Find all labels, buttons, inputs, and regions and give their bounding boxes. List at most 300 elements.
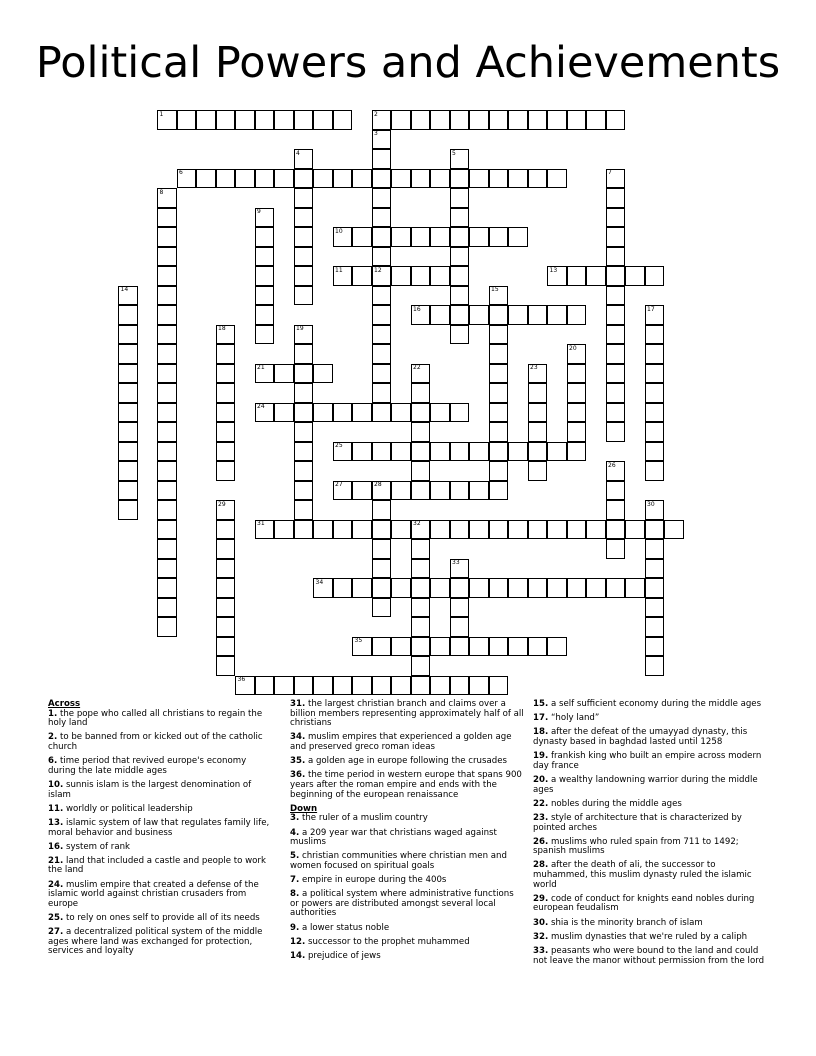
grid-cell[interactable] (586, 110, 606, 130)
grid-cell[interactable] (352, 578, 372, 598)
grid-cell[interactable] (372, 520, 392, 540)
grid-cell[interactable] (645, 325, 665, 345)
grid-cell[interactable] (606, 422, 626, 442)
grid-cell[interactable] (294, 266, 314, 286)
grid-cell[interactable] (372, 364, 392, 384)
grid-cell[interactable] (547, 442, 567, 462)
grid-cell[interactable] (157, 578, 177, 598)
grid-cell[interactable] (450, 247, 470, 267)
grid-cell[interactable] (469, 110, 489, 130)
grid-cell[interactable] (606, 481, 626, 501)
grid-cell[interactable] (450, 286, 470, 306)
grid-cell[interactable] (157, 305, 177, 325)
grid-cell[interactable] (216, 169, 236, 189)
grid-cell[interactable] (469, 520, 489, 540)
grid-cell[interactable] (450, 188, 470, 208)
grid-cell[interactable] (586, 266, 606, 286)
grid-cell[interactable] (294, 500, 314, 520)
grid-cell[interactable] (216, 461, 236, 481)
grid-cell[interactable] (372, 403, 392, 423)
grid-cell[interactable] (528, 403, 548, 423)
grid-cell[interactable] (430, 227, 450, 247)
grid-cell[interactable] (157, 422, 177, 442)
grid-cell[interactable] (411, 481, 431, 501)
grid-cell[interactable] (333, 676, 353, 696)
grid-cell[interactable] (333, 578, 353, 598)
grid-cell[interactable] (313, 520, 333, 540)
grid-cell[interactable] (157, 344, 177, 364)
grid-cell[interactable] (411, 598, 431, 618)
grid-cell[interactable] (352, 266, 372, 286)
grid-cell[interactable] (411, 442, 431, 462)
grid-cell[interactable] (645, 520, 665, 540)
grid-cell[interactable] (372, 305, 392, 325)
grid-cell[interactable] (216, 637, 236, 657)
grid-cell[interactable] (216, 364, 236, 384)
grid-cell[interactable] (508, 637, 528, 657)
grid-cell[interactable] (567, 266, 587, 286)
grid-cell[interactable] (450, 403, 470, 423)
grid-cell[interactable] (489, 169, 509, 189)
grid-cell[interactable] (606, 325, 626, 345)
grid-cell[interactable] (489, 676, 509, 696)
grid-cell[interactable] (645, 266, 665, 286)
grid-cell[interactable] (216, 344, 236, 364)
grid-cell[interactable] (489, 637, 509, 657)
grid-cell[interactable] (430, 578, 450, 598)
grid-cell[interactable] (606, 247, 626, 267)
grid-cell[interactable] (313, 676, 333, 696)
grid-cell[interactable] (645, 344, 665, 364)
grid-cell[interactable] (489, 461, 509, 481)
grid-cell[interactable] (547, 305, 567, 325)
grid-cell[interactable] (118, 403, 138, 423)
grid-cell[interactable] (430, 305, 450, 325)
grid-cell[interactable] (528, 383, 548, 403)
grid-cell[interactable] (469, 637, 489, 657)
grid-cell[interactable] (157, 617, 177, 637)
grid-cell[interactable] (157, 598, 177, 618)
grid-cell[interactable] (157, 442, 177, 462)
grid-cell[interactable] (450, 208, 470, 228)
grid-cell[interactable] (157, 520, 177, 540)
grid-cell[interactable] (606, 305, 626, 325)
grid-cell[interactable] (352, 403, 372, 423)
grid-cell[interactable] (489, 325, 509, 345)
grid-cell[interactable] (450, 325, 470, 345)
grid-cell[interactable] (391, 481, 411, 501)
grid-cell[interactable] (216, 403, 236, 423)
grid-cell[interactable] (606, 266, 626, 286)
grid-cell[interactable] (411, 559, 431, 579)
grid-cell[interactable] (411, 266, 431, 286)
grid-cell[interactable] (606, 227, 626, 247)
grid-cell[interactable] (606, 383, 626, 403)
grid-cell[interactable] (645, 461, 665, 481)
grid-cell[interactable] (157, 500, 177, 520)
grid-cell[interactable] (450, 305, 470, 325)
grid-cell[interactable] (157, 539, 177, 559)
grid-cell[interactable] (411, 617, 431, 637)
grid-cell[interactable] (489, 344, 509, 364)
grid-cell[interactable] (372, 598, 392, 618)
grid-cell[interactable] (547, 637, 567, 657)
grid-cell[interactable] (586, 578, 606, 598)
grid-cell[interactable] (469, 442, 489, 462)
grid-cell[interactable] (294, 383, 314, 403)
grid-cell[interactable] (430, 637, 450, 657)
grid-cell[interactable] (508, 442, 528, 462)
grid-cell[interactable] (391, 637, 411, 657)
grid-cell[interactable] (313, 169, 333, 189)
grid-cell[interactable] (606, 344, 626, 364)
grid-cell[interactable] (216, 539, 236, 559)
grid-cell[interactable] (645, 637, 665, 657)
grid-cell[interactable] (255, 286, 275, 306)
grid-cell[interactable] (469, 169, 489, 189)
grid-cell[interactable] (567, 110, 587, 130)
grid-cell[interactable] (118, 344, 138, 364)
grid-cell[interactable] (547, 169, 567, 189)
grid-cell[interactable] (450, 578, 470, 598)
grid-cell[interactable] (372, 637, 392, 657)
grid-cell[interactable] (625, 266, 645, 286)
grid-cell[interactable] (411, 422, 431, 442)
grid-cell[interactable] (294, 422, 314, 442)
grid-cell[interactable] (372, 286, 392, 306)
grid-cell[interactable] (118, 383, 138, 403)
grid-cell[interactable] (450, 637, 470, 657)
grid-cell[interactable] (333, 403, 353, 423)
grid-cell[interactable] (411, 539, 431, 559)
grid-cell[interactable] (372, 500, 392, 520)
grid-cell[interactable] (528, 461, 548, 481)
grid-cell[interactable] (606, 110, 626, 130)
grid-cell[interactable] (216, 383, 236, 403)
grid-cell[interactable] (567, 578, 587, 598)
grid-cell[interactable] (274, 520, 294, 540)
grid-cell[interactable] (508, 578, 528, 598)
grid-cell[interactable] (508, 520, 528, 540)
grid-cell[interactable] (645, 656, 665, 676)
grid-cell[interactable] (606, 578, 626, 598)
grid-cell[interactable] (469, 578, 489, 598)
grid-cell[interactable] (352, 520, 372, 540)
grid-cell[interactable] (196, 110, 216, 130)
grid-cell[interactable] (567, 364, 587, 384)
grid-cell[interactable] (255, 676, 275, 696)
grid-cell[interactable] (372, 325, 392, 345)
grid-cell[interactable] (489, 227, 509, 247)
grid-cell[interactable] (469, 305, 489, 325)
grid-cell[interactable] (430, 676, 450, 696)
grid-cell[interactable] (528, 520, 548, 540)
grid-cell[interactable] (606, 403, 626, 423)
grid-cell[interactable] (274, 364, 294, 384)
grid-cell[interactable] (294, 286, 314, 306)
grid-cell[interactable] (294, 481, 314, 501)
grid-cell[interactable] (430, 110, 450, 130)
grid-cell[interactable] (216, 520, 236, 540)
grid-cell[interactable] (430, 442, 450, 462)
grid-cell[interactable] (274, 169, 294, 189)
grid-cell[interactable] (352, 676, 372, 696)
grid-cell[interactable] (606, 520, 626, 540)
grid-cell[interactable] (391, 442, 411, 462)
grid-cell[interactable] (450, 110, 470, 130)
grid-cell[interactable] (567, 520, 587, 540)
grid-cell[interactable] (508, 169, 528, 189)
grid-cell[interactable] (411, 656, 431, 676)
grid-cell[interactable] (216, 617, 236, 637)
grid-cell[interactable] (216, 110, 236, 130)
grid-cell[interactable] (216, 442, 236, 462)
grid-cell[interactable] (372, 559, 392, 579)
grid-cell[interactable] (157, 383, 177, 403)
grid-cell[interactable] (118, 305, 138, 325)
grid-cell[interactable] (528, 637, 548, 657)
grid-cell[interactable] (333, 110, 353, 130)
grid-cell[interactable] (157, 286, 177, 306)
grid-cell[interactable] (372, 676, 392, 696)
grid-cell[interactable] (294, 344, 314, 364)
grid-cell[interactable] (586, 520, 606, 540)
grid-cell[interactable] (645, 442, 665, 462)
grid-cell[interactable] (294, 247, 314, 267)
grid-cell[interactable] (352, 481, 372, 501)
grid-cell[interactable] (645, 559, 665, 579)
grid-cell[interactable] (489, 481, 509, 501)
grid-cell[interactable] (469, 481, 489, 501)
grid-cell[interactable] (391, 578, 411, 598)
grid-cell[interactable] (547, 578, 567, 598)
grid-cell[interactable] (333, 169, 353, 189)
grid-cell[interactable] (255, 325, 275, 345)
grid-cell[interactable] (372, 383, 392, 403)
grid-cell[interactable] (528, 169, 548, 189)
grid-cell[interactable] (606, 364, 626, 384)
grid-cell[interactable] (645, 403, 665, 423)
grid-cell[interactable] (450, 442, 470, 462)
grid-cell[interactable] (645, 578, 665, 598)
grid-cell[interactable] (645, 422, 665, 442)
grid-cell[interactable] (294, 227, 314, 247)
grid-cell[interactable] (216, 578, 236, 598)
grid-cell[interactable] (664, 520, 684, 540)
grid-cell[interactable] (430, 520, 450, 540)
grid-cell[interactable] (489, 578, 509, 598)
grid-cell[interactable] (235, 110, 255, 130)
grid-cell[interactable] (372, 578, 392, 598)
grid-cell[interactable] (294, 188, 314, 208)
grid-cell[interactable] (352, 227, 372, 247)
grid-cell[interactable] (645, 364, 665, 384)
grid-cell[interactable] (606, 188, 626, 208)
grid-cell[interactable] (352, 169, 372, 189)
grid-cell[interactable] (274, 676, 294, 696)
grid-cell[interactable] (313, 364, 333, 384)
grid-cell[interactable] (216, 598, 236, 618)
grid-cell[interactable] (294, 461, 314, 481)
grid-cell[interactable] (255, 110, 275, 130)
grid-cell[interactable] (645, 617, 665, 637)
grid-cell[interactable] (157, 325, 177, 345)
grid-cell[interactable] (411, 578, 431, 598)
grid-cell[interactable] (235, 169, 255, 189)
grid-cell[interactable] (450, 598, 470, 618)
grid-cell[interactable] (118, 461, 138, 481)
grid-cell[interactable] (528, 442, 548, 462)
grid-cell[interactable] (469, 676, 489, 696)
grid-cell[interactable] (372, 188, 392, 208)
grid-cell[interactable] (450, 617, 470, 637)
grid-cell[interactable] (489, 403, 509, 423)
grid-cell[interactable] (645, 383, 665, 403)
grid-cell[interactable] (294, 520, 314, 540)
grid-cell[interactable] (274, 403, 294, 423)
grid-cell[interactable] (450, 520, 470, 540)
grid-cell[interactable] (294, 403, 314, 423)
grid-cell[interactable] (313, 110, 333, 130)
grid-cell[interactable] (645, 598, 665, 618)
grid-cell[interactable] (528, 578, 548, 598)
grid-cell[interactable] (547, 520, 567, 540)
grid-cell[interactable] (294, 676, 314, 696)
grid-cell[interactable] (118, 325, 138, 345)
grid-cell[interactable] (118, 481, 138, 501)
grid-cell[interactable] (216, 656, 236, 676)
grid-cell[interactable] (255, 266, 275, 286)
grid-cell[interactable] (508, 227, 528, 247)
grid-cell[interactable] (411, 637, 431, 657)
grid-cell[interactable] (372, 344, 392, 364)
grid-cell[interactable] (372, 539, 392, 559)
grid-cell[interactable] (333, 520, 353, 540)
grid-cell[interactable] (157, 481, 177, 501)
grid-cell[interactable] (391, 266, 411, 286)
grid-cell[interactable] (547, 110, 567, 130)
grid-cell[interactable] (157, 559, 177, 579)
grid-cell[interactable] (157, 364, 177, 384)
grid-cell[interactable] (411, 461, 431, 481)
grid-cell[interactable] (372, 149, 392, 169)
grid-cell[interactable] (606, 286, 626, 306)
grid-cell[interactable] (430, 403, 450, 423)
grid-cell[interactable] (196, 169, 216, 189)
grid-cell[interactable] (528, 305, 548, 325)
grid-cell[interactable] (372, 227, 392, 247)
grid-cell[interactable] (294, 169, 314, 189)
grid-cell[interactable] (391, 520, 411, 540)
grid-cell[interactable] (118, 442, 138, 462)
grid-cell[interactable] (352, 442, 372, 462)
grid-cell[interactable] (489, 305, 509, 325)
grid-cell[interactable] (430, 481, 450, 501)
grid-cell[interactable] (567, 442, 587, 462)
grid-cell[interactable] (508, 305, 528, 325)
grid-cell[interactable] (255, 169, 275, 189)
grid-cell[interactable] (216, 559, 236, 579)
grid-cell[interactable] (411, 227, 431, 247)
grid-cell[interactable] (255, 247, 275, 267)
grid-cell[interactable] (294, 442, 314, 462)
grid-cell[interactable] (118, 500, 138, 520)
grid-cell[interactable] (606, 500, 626, 520)
grid-cell[interactable] (372, 442, 392, 462)
grid-cell[interactable] (645, 539, 665, 559)
grid-cell[interactable] (430, 266, 450, 286)
grid-cell[interactable] (294, 110, 314, 130)
grid-cell[interactable] (567, 422, 587, 442)
grid-cell[interactable] (528, 422, 548, 442)
grid-cell[interactable] (489, 442, 509, 462)
grid-cell[interactable] (313, 403, 333, 423)
grid-cell[interactable] (157, 208, 177, 228)
grid-cell[interactable] (567, 383, 587, 403)
grid-cell[interactable] (489, 364, 509, 384)
grid-cell[interactable] (372, 208, 392, 228)
grid-cell[interactable] (372, 169, 392, 189)
grid-cell[interactable] (508, 110, 528, 130)
grid-cell[interactable] (450, 266, 470, 286)
grid-cell[interactable] (177, 110, 197, 130)
grid-cell[interactable] (216, 422, 236, 442)
grid-cell[interactable] (567, 305, 587, 325)
grid-cell[interactable] (391, 403, 411, 423)
grid-cell[interactable] (157, 266, 177, 286)
grid-cell[interactable] (391, 676, 411, 696)
grid-cell[interactable] (450, 169, 470, 189)
grid-cell[interactable] (450, 676, 470, 696)
grid-cell[interactable] (411, 383, 431, 403)
grid-cell[interactable] (411, 676, 431, 696)
grid-cell[interactable] (118, 422, 138, 442)
grid-cell[interactable] (489, 520, 509, 540)
grid-cell[interactable] (255, 227, 275, 247)
grid-cell[interactable] (255, 305, 275, 325)
grid-cell[interactable] (430, 169, 450, 189)
grid-cell[interactable] (372, 247, 392, 267)
grid-cell[interactable] (157, 227, 177, 247)
grid-cell[interactable] (391, 169, 411, 189)
grid-cell[interactable] (294, 208, 314, 228)
grid-cell[interactable] (489, 383, 509, 403)
grid-cell[interactable] (411, 110, 431, 130)
grid-cell[interactable] (606, 208, 626, 228)
grid-cell[interactable] (489, 422, 509, 442)
grid-cell[interactable] (411, 169, 431, 189)
grid-cell[interactable] (450, 227, 470, 247)
grid-cell[interactable] (391, 110, 411, 130)
grid-cell[interactable] (118, 364, 138, 384)
grid-cell[interactable] (411, 403, 431, 423)
grid-cell[interactable] (625, 520, 645, 540)
clue-item (533, 933, 765, 943)
grid-cell[interactable] (450, 481, 470, 501)
grid-cell[interactable] (469, 227, 489, 247)
grid-cell[interactable] (567, 403, 587, 423)
grid-cell[interactable] (157, 403, 177, 423)
grid-cell[interactable] (157, 461, 177, 481)
grid-cell[interactable] (294, 364, 314, 384)
grid-cell[interactable] (489, 110, 509, 130)
grid-cell[interactable] (157, 247, 177, 267)
grid-cell[interactable] (625, 578, 645, 598)
grid-cell[interactable] (528, 110, 548, 130)
grid-cell[interactable] (391, 227, 411, 247)
grid-cell[interactable] (606, 539, 626, 559)
grid-cell[interactable] (274, 110, 294, 130)
